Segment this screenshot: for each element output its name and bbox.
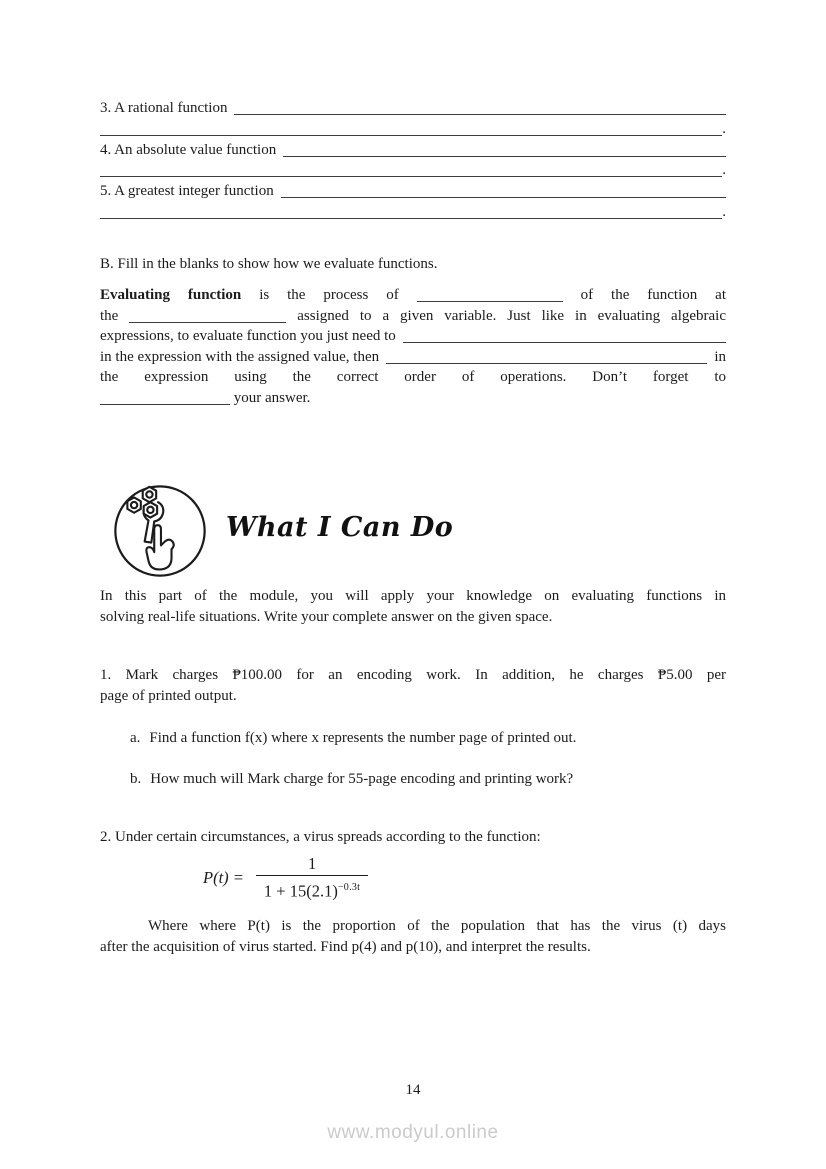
period: .: [722, 120, 726, 137]
answer-blank-line: [386, 362, 707, 364]
answer-blank-line: [100, 175, 722, 177]
hand-holding-wrench-with-nuts-icon: [112, 483, 208, 579]
fill-item-label: 4. An absolute value function: [100, 141, 277, 158]
paragraph-line: Where where P(t) is the proportion of the population that has the virus (t) days: [148, 918, 726, 934]
watermark: www.modyul.online: [327, 1122, 499, 1143]
paragraph-line: In this part of the module, you will apply your knowledge on evaluating functions in: [100, 588, 726, 604]
fill-item-label: 3. A rational function: [100, 100, 228, 116]
problem-1b: [100, 771, 756, 792]
text-segment: is the process of: [259, 287, 399, 303]
formula-denominator: [256, 875, 368, 902]
answer-blank-line: [403, 341, 726, 343]
paragraph-line: [100, 390, 726, 411]
paragraph-line: the expression using the correct order of operations. Don’t forget to: [100, 369, 726, 386]
answer-blank-inline: [129, 320, 286, 323]
problem-1: [100, 667, 726, 708]
closing-paragraph: [100, 918, 726, 959]
virus-spread-formula: [203, 855, 368, 902]
what-i-can-do-title: What I Can Do: [226, 512, 454, 543]
answer-blank-inline: [100, 402, 230, 405]
text-segment: expressions, to evaluate function you just need to: [100, 328, 396, 345]
paragraph-line: solving real-life situations. Write your complete answer on the given space.: [100, 608, 553, 625]
paragraph-line: [100, 349, 726, 370]
intro-paragraph: [100, 588, 726, 629]
answer-blank-line: [234, 113, 726, 115]
fill-item-label: 5. A greatest integer function: [100, 183, 274, 199]
evaluating-function-paragraph: [100, 287, 726, 411]
text-segment: in: [714, 348, 726, 365]
formula-numerator: 1: [307, 854, 317, 873]
formula-lhs: P(t) =: [203, 868, 244, 888]
answer-blank-line: [100, 217, 722, 219]
fill-item-3: [100, 100, 726, 142]
paragraph-line: after the acquisition of virus started. Find p(4) and p(10), and interpret the results.: [100, 938, 591, 955]
period: .: [722, 162, 726, 179]
fill-in-items-section: [100, 100, 726, 225]
text-segment: in the expression with the assigned value, then: [100, 348, 380, 365]
fill-item-5: [100, 183, 726, 225]
denominator-exponent: −0.3t: [337, 882, 361, 893]
sub-item-text: How much will Mark charge for 55-page encoding and printing work?: [150, 771, 574, 787]
section-b-heading: B. Fill in the blanks to show how we evaluate functions.: [100, 256, 438, 272]
bold-term: Evaluating function: [100, 287, 242, 303]
fill-item-4: [100, 142, 726, 184]
formula-fraction: [256, 855, 368, 902]
problem-1a: [100, 730, 756, 751]
answer-blank-line: [281, 196, 726, 198]
answer-blank-line: [100, 134, 722, 136]
text-segment: of the function at: [580, 287, 726, 303]
sub-item-label: a.: [130, 730, 141, 746]
paragraph-line: [100, 308, 726, 329]
page-number: 14: [405, 1082, 421, 1098]
sub-item-text: Find a function f(x) where x represents the number page of printed out.: [149, 730, 577, 746]
answer-blank-line: [283, 155, 726, 157]
paragraph-line: 1. Mark charges ₱100.00 for an encoding work. In addition, he charges ₱5.00 per: [100, 667, 726, 683]
answer-blank-inline: [417, 299, 563, 302]
text-segment: assigned to a given variable. Just like in evaluating algebraic: [297, 307, 727, 324]
text-segment: your answer.: [233, 389, 311, 406]
paragraph-line: page of printed output.: [100, 687, 237, 704]
sub-item-label: b.: [130, 771, 142, 787]
paragraph-line: [100, 328, 726, 349]
problem-2: 2. Under certain circumstances, a virus spreads according to the function:: [100, 829, 541, 845]
period: .: [722, 203, 726, 220]
text-segment: the: [100, 307, 119, 324]
paragraph-line: [100, 287, 726, 308]
denominator-base: 1 + 15(2.1): [263, 881, 338, 901]
